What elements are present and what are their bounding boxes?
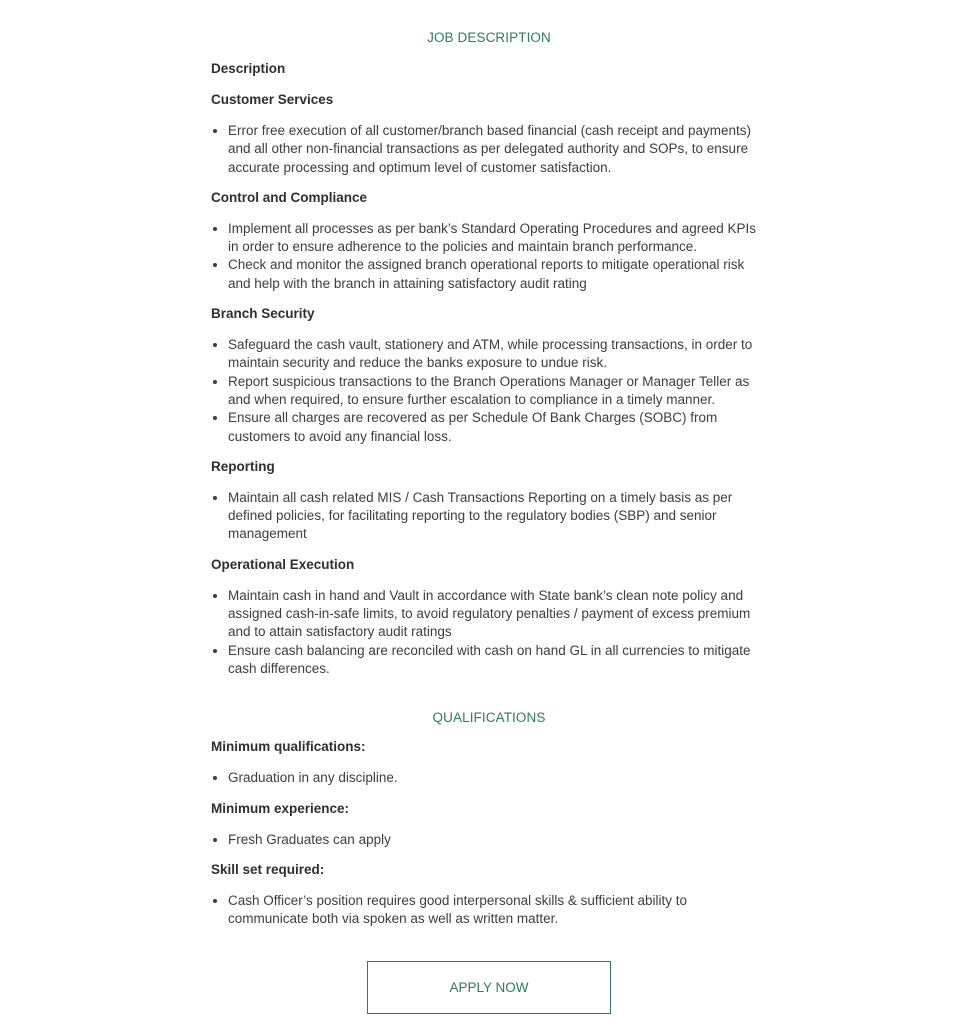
section-heading-control-compliance: Control and Compliance <box>211 189 368 205</box>
list-item: Maintain all cash related MIS / Cash Transactions Reporting on a timely basis as per defined policies, for facilitating reporting to the regulatory bodies (SBP) and senior management <box>211 489 767 544</box>
reporting-list <box>211 489 767 544</box>
list-item: Report suspicious transactions to the Branch Operations Manager or Manager Teller as and when required, to ensure further escalation to compliance in a timely manner. <box>211 373 767 410</box>
section-heading-min-qualifications: Minimum qualifications: <box>211 739 366 755</box>
apply-now-label: APPLY NOW <box>449 980 529 995</box>
apply-now-button[interactable] <box>367 961 611 1014</box>
section-heading-operational-execution: Operational Execution <box>211 556 355 572</box>
min-qualifications-list <box>211 769 767 787</box>
section-heading-branch-security: Branch Security <box>211 306 315 322</box>
section-heading-customer-services: Customer Services <box>211 92 334 107</box>
section-heading-min-experience: Minimum experience: <box>211 800 350 816</box>
section-heading-reporting: Reporting <box>211 458 275 474</box>
qualifications-title: QUALIFICATIONS <box>432 710 546 726</box>
customer-services-list <box>211 122 767 177</box>
list-item: Ensure cash balancing are reconciled with cash on hand GL in all currencies to mitigate cash differences. <box>211 642 767 679</box>
description-heading: Description <box>211 61 286 76</box>
list-item: Graduation in any discipline. <box>211 769 767 787</box>
list-item: Check and monitor the assigned branch operational reports to mitigate operational risk and help with the branch in attaining satisfactory audit rating <box>211 256 767 293</box>
list-item: Cash Officer’s position requires good interpersonal skills & sufficient ability to communicate both via spoken as well as written matter. <box>211 892 767 929</box>
job-description-title: JOB DESCRIPTION <box>427 30 551 45</box>
skill-set-list <box>211 892 767 929</box>
operational-execution-list <box>211 587 767 678</box>
min-experience-list <box>211 831 767 849</box>
list-item: Maintain cash in hand and Vault in accordance with State bank’s clean note policy and assigned cash-in-safe limits, to avoid regulatory penalties / payment of excess premium and to attain satisfactory audit ratings <box>211 587 767 642</box>
control-compliance-list <box>211 220 767 293</box>
list-item: Ensure all charges are recovered as per Schedule Of Bank Charges (SOBC) from customers to avoid any financial loss. <box>211 409 767 446</box>
list-item: Implement all processes as per bank’s Standard Operating Procedures and agreed KPIs in order to ensure adherence to the policies and maintain branch performance. <box>211 220 767 257</box>
list-item: Error free execution of all customer/branch based financial (cash receipt and payments) and all other non-financial transactions as per delegated authority and SOPs, to ensure accurate processing and optimum level of customer satisfaction. <box>211 122 767 177</box>
branch-security-list <box>211 336 767 446</box>
list-item: Safeguard the cash vault, stationery and ATM, while processing transactions, in order to maintain security and reduce the banks exposure to undue risk. <box>211 336 767 373</box>
list-item: Fresh Graduates can apply <box>211 831 767 849</box>
job-content <box>211 28 767 940</box>
section-heading-skill-set: Skill set required: <box>211 861 325 877</box>
